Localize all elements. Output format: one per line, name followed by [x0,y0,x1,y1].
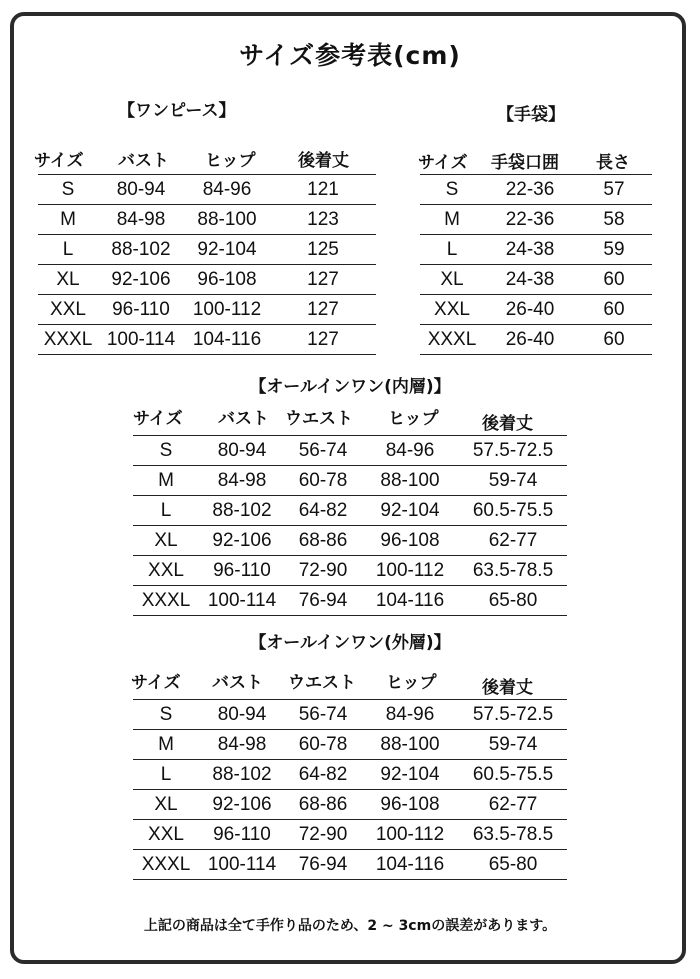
table-cell: 127 [270,325,376,355]
table-cell: 104-116 [361,850,459,880]
table-cell: 76-94 [285,586,361,616]
onepiece-size-table [38,174,376,355]
handmade-tolerance-note: 上記の商品は全て手作り品のため、2 ~ 3cmの誤差があります。 [143,918,557,934]
table-cell: 92-106 [98,265,184,295]
gloves-size-table [420,174,652,355]
table-cell: 84-98 [199,730,285,760]
table-cell: 26-40 [484,325,576,355]
table-cell: 100-112 [361,820,459,850]
table-cell: XL [133,790,199,820]
table-row [38,295,376,325]
allinone-inner-header-length: 後着丈 [482,414,533,434]
allinone-inner-header-row [0,404,700,434]
table-row [133,850,567,880]
table-cell: 64-82 [285,760,361,790]
table-cell: 68-86 [285,526,361,556]
gloves-header-size: サイズ [418,153,468,173]
table-cell: S [420,175,484,205]
table-cell: 92-106 [199,790,285,820]
page-title: サイズ参考表(cm) [239,41,461,70]
table-cell: 123 [270,205,376,235]
table-cell: 80-94 [98,175,184,205]
table-cell: 60 [576,325,652,355]
allinone-inner-header-bust: バスト [218,409,269,429]
allinone-outer-header-row [0,668,700,698]
table-row [38,235,376,265]
table-cell: 65-80 [459,586,567,616]
table-row [420,235,652,265]
table-cell: 100-114 [98,325,184,355]
table-cell: 60-78 [285,730,361,760]
table-row [133,760,567,790]
table-cell: L [420,235,484,265]
table-row [38,265,376,295]
table-cell: 60 [576,295,652,325]
table-cell: 80-94 [199,700,285,730]
table-cell: S [133,700,199,730]
allinone-inner-header-size: サイズ [133,409,183,429]
table-cell: L [133,760,199,790]
table-cell: 57 [576,175,652,205]
table-cell: 26-40 [484,295,576,325]
allinone-inner-size-table [133,435,567,616]
table-cell: 96-108 [361,790,459,820]
table-row [133,466,567,496]
table-cell: 96-110 [199,820,285,850]
gloves-header-circumference: 手袋口囲 [491,153,559,173]
table-cell: 24-38 [484,265,576,295]
table-cell: L [133,496,199,526]
table-cell: 100-112 [184,295,270,325]
allinone-outer-section-title: 【オールインワン(外層)】 [249,633,451,653]
table-row [133,526,567,556]
allinone-outer-size-table [133,699,567,880]
table-row [133,730,567,760]
table-cell: XXXL [133,850,199,880]
table-cell: S [133,436,199,466]
table-cell: 88-102 [199,760,285,790]
table-cell: 92-104 [361,496,459,526]
allinone-inner-header-hip: ヒップ [388,409,439,429]
table-cell: 88-102 [98,235,184,265]
table-cell: 100-112 [361,556,459,586]
table-cell: XXXL [38,325,98,355]
table-cell: 96-110 [199,556,285,586]
table-cell: M [38,205,98,235]
table-cell: 84-96 [361,436,459,466]
table-cell: 100-114 [199,586,285,616]
table-cell: 72-90 [285,820,361,850]
table-cell: 57.5-72.5 [459,700,567,730]
table-cell: 58 [576,205,652,235]
allinone-outer-header-bust: バスト [212,673,263,693]
table-cell: 62-77 [459,790,567,820]
table-cell: 92-104 [361,760,459,790]
table-row [38,325,376,355]
table-cell: 68-86 [285,790,361,820]
table-cell: XL [38,265,98,295]
table-cell: 80-94 [199,436,285,466]
table-cell: 88-102 [199,496,285,526]
onepiece-header-length: 後着丈 [298,151,349,171]
table-cell: 60-78 [285,466,361,496]
table-cell: 121 [270,175,376,205]
onepiece-header-hip: ヒップ [205,151,256,171]
table-cell: 57.5-72.5 [459,436,567,466]
table-cell: 96-110 [98,295,184,325]
table-cell: L [38,235,98,265]
onepiece-section-title: 【ワンピース】 [118,101,236,121]
table-cell: 59 [576,235,652,265]
allinone-outer-header-waist: ウエスト [288,673,356,693]
table-cell: 24-38 [484,235,576,265]
table-cell: 127 [270,295,376,325]
table-cell: 56-74 [285,700,361,730]
table-row [420,325,652,355]
gloves-header-row [0,148,700,173]
table-cell: 60.5-75.5 [459,496,567,526]
table-cell: 84-98 [199,466,285,496]
table-cell: 59-74 [459,466,567,496]
table-cell: 92-104 [184,235,270,265]
table-cell: XXL [133,820,199,850]
table-cell: 84-96 [184,175,270,205]
table-row [420,175,652,205]
table-cell: 125 [270,235,376,265]
table-cell: 56-74 [285,436,361,466]
table-cell: 22-36 [484,205,576,235]
table-cell: M [133,466,199,496]
table-cell: XXL [38,295,98,325]
table-row [38,175,376,205]
table-cell: 84-96 [361,700,459,730]
table-cell: 64-82 [285,496,361,526]
table-cell: 76-94 [285,850,361,880]
table-row [133,790,567,820]
table-cell: 100-114 [199,850,285,880]
table-cell: XL [133,526,199,556]
table-row [133,700,567,730]
table-cell: XXL [420,295,484,325]
allinone-outer-header-length: 後着丈 [482,678,533,698]
table-cell: 22-36 [484,175,576,205]
table-cell: M [133,730,199,760]
table-row [420,205,652,235]
onepiece-header-bust: バスト [118,151,169,171]
table-cell: 84-98 [98,205,184,235]
allinone-outer-header-hip: ヒップ [386,673,437,693]
table-cell: 104-116 [361,586,459,616]
table-cell: 60 [576,265,652,295]
table-cell: XL [420,265,484,295]
onepiece-header-size: サイズ [34,151,84,171]
gloves-header-length: 長さ [596,153,630,173]
allinone-inner-section-title: 【オールインワン(内層)】 [249,377,451,397]
table-cell: 63.5-78.5 [459,820,567,850]
table-row [38,205,376,235]
table-cell: 65-80 [459,850,567,880]
table-cell: 92-106 [199,526,285,556]
table-cell: 62-77 [459,526,567,556]
table-cell: 88-100 [361,466,459,496]
table-cell: S [38,175,98,205]
table-cell: 72-90 [285,556,361,586]
table-row [133,436,567,466]
table-row [420,265,652,295]
table-cell: 88-100 [361,730,459,760]
table-cell: XXL [133,556,199,586]
table-row [133,556,567,586]
table-cell: 88-100 [184,205,270,235]
table-row [133,496,567,526]
table-row [133,820,567,850]
gloves-section-title: 【手袋】 [497,105,565,125]
table-cell: 127 [270,265,376,295]
table-cell: XXXL [420,325,484,355]
table-cell: 96-108 [361,526,459,556]
table-cell: M [420,205,484,235]
table-row [133,586,567,616]
allinone-inner-header-waist: ウエスト [285,409,353,429]
table-cell: 63.5-78.5 [459,556,567,586]
table-cell: 104-116 [184,325,270,355]
table-cell: 59-74 [459,730,567,760]
table-cell: 96-108 [184,265,270,295]
table-cell: XXXL [133,586,199,616]
table-row [420,295,652,325]
table-cell: 60.5-75.5 [459,760,567,790]
allinone-outer-header-size: サイズ [131,673,181,693]
